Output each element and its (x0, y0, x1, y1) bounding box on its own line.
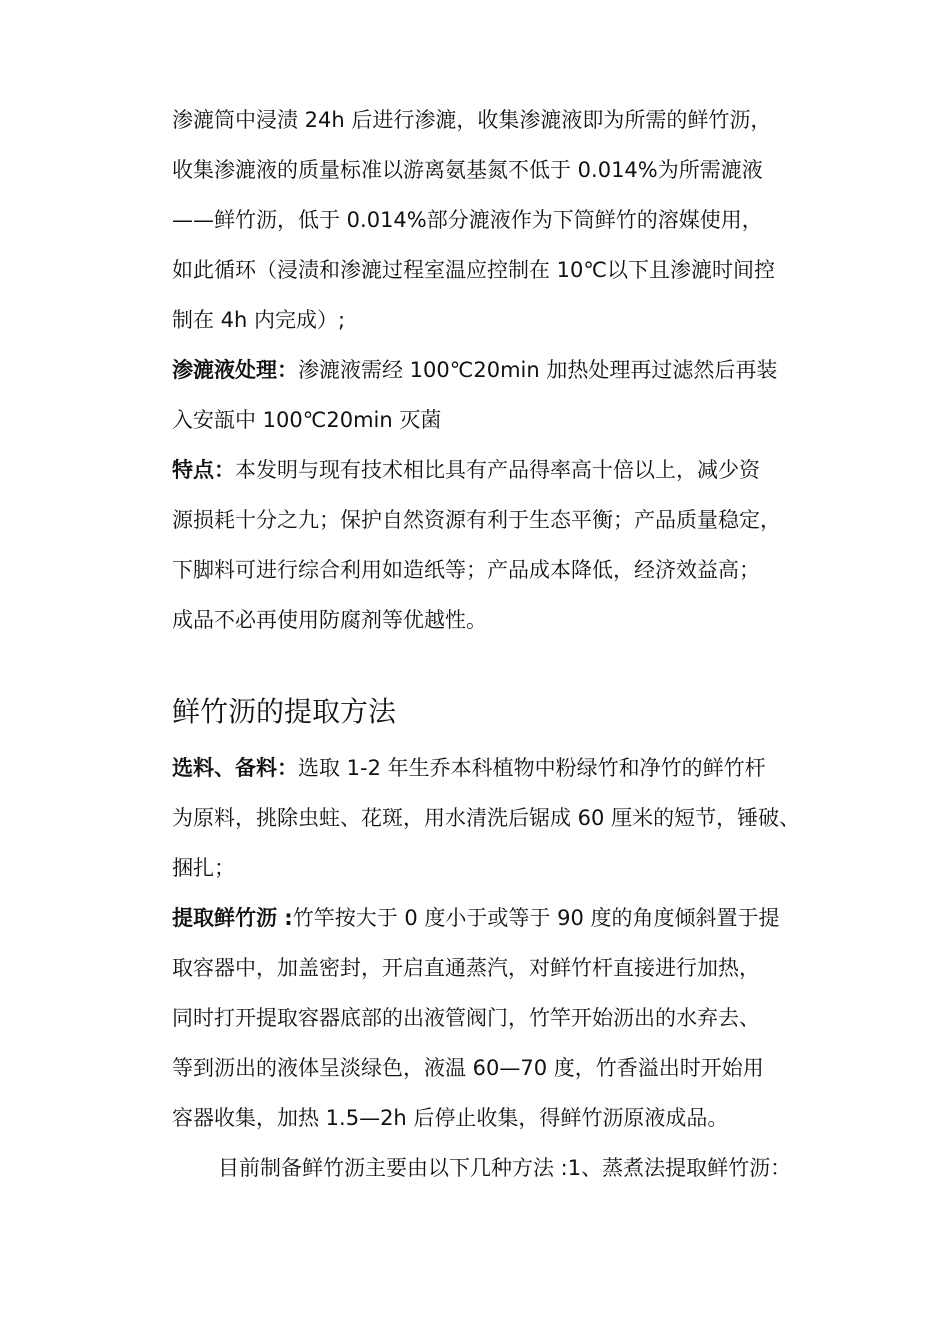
selection-label: 选料、备料： (172, 756, 298, 780)
paragraph-line: 如此循环（浸渍和渗漉过程室温应控制在 10℃以下且渗漉时间控 (172, 258, 775, 282)
paragraph-line: 制在 4h 内完成）; (172, 308, 346, 332)
paragraph-line: 等到沥出的液体呈淡绿色，液温 60—70 度，竹香溢出时开始用 (172, 1056, 764, 1080)
paragraph-line: 下脚料可进行综合利用如造纸等；产品成本降低，经济效益高； (172, 558, 760, 582)
section-spacer (172, 645, 822, 681)
treatment-paragraph (172, 345, 822, 445)
extraction-first-line: 竹竿按大于 0 度小于或等于 90 度的角度倾斜置于提 (292, 906, 780, 930)
paragraph-line: 成品不必再使用防腐剂等优越性。 (172, 608, 487, 632)
paragraph-line: 捆扎； (172, 856, 235, 880)
treatment-first-line: 渗漉液需经 100℃20min 加热处理再过滤然后再装 (298, 358, 778, 382)
extraction-paragraph (172, 893, 822, 1143)
closing-paragraph (172, 1143, 822, 1193)
treatment-label: 渗漉液处理： (172, 358, 298, 382)
paragraph-line: 入安瓿中 100℃20min 灭菌 (172, 408, 442, 432)
extraction-label: 提取鲜竹沥 : (172, 906, 293, 930)
percolation-paragraph (172, 95, 822, 345)
features-label: 特点： (172, 458, 235, 482)
features-first-line: 本发明与现有技术相比具有产品得率高十倍以上，减少资 (235, 458, 760, 482)
paragraph-line: 为原料，挑除虫蛀、花斑，用水清洗后锯成 60 厘米的短节，锤破、 (172, 806, 801, 830)
paragraph-line: 收集渗漉液的质量标准以游离氨基氮不低于 0.014%为所需漉液 (172, 158, 763, 182)
paragraph-line: 取容器中，加盖密封，开启直通蒸汽，对鲜竹杆直接进行加热， (172, 956, 760, 980)
paragraph-line (172, 445, 822, 495)
paragraph-line: 同时打开提取容器底部的出液管阀门，竹竿开始沥出的水弃去、 (172, 1006, 760, 1030)
paragraph-line: ——鲜竹沥，低于 0.014%部分漉液作为下筒鲜竹的溶媒使用， (172, 208, 763, 232)
paragraph-line: 容器收集，加热 1.5—2h 后停止收集，得鲜竹沥原液成品。 (172, 1106, 729, 1130)
paragraph-line (172, 743, 822, 793)
document-body (172, 95, 822, 1193)
section-heading: 鲜竹沥的提取方法 (172, 695, 397, 728)
paragraph-line: 源损耗十分之九；保护自然资源有利于生态平衡；产品质量稳定， (172, 508, 781, 532)
selection-paragraph (172, 743, 822, 893)
features-paragraph (172, 445, 822, 645)
paragraph-line: 目前制备鲜竹沥主要由以下几种方法 :1、蒸煮法提取鲜竹沥： (218, 1156, 792, 1180)
paragraph-line (172, 893, 822, 943)
paragraph-line (172, 345, 822, 395)
paragraph-line: 渗漉筒中浸渍 24h 后进行渗漉，收集渗漉液即为所需的鲜竹沥， (172, 108, 772, 132)
selection-first-line: 选取 1-2 年生乔本科植物中粉绿竹和净竹的鲜竹杆 (298, 756, 766, 780)
